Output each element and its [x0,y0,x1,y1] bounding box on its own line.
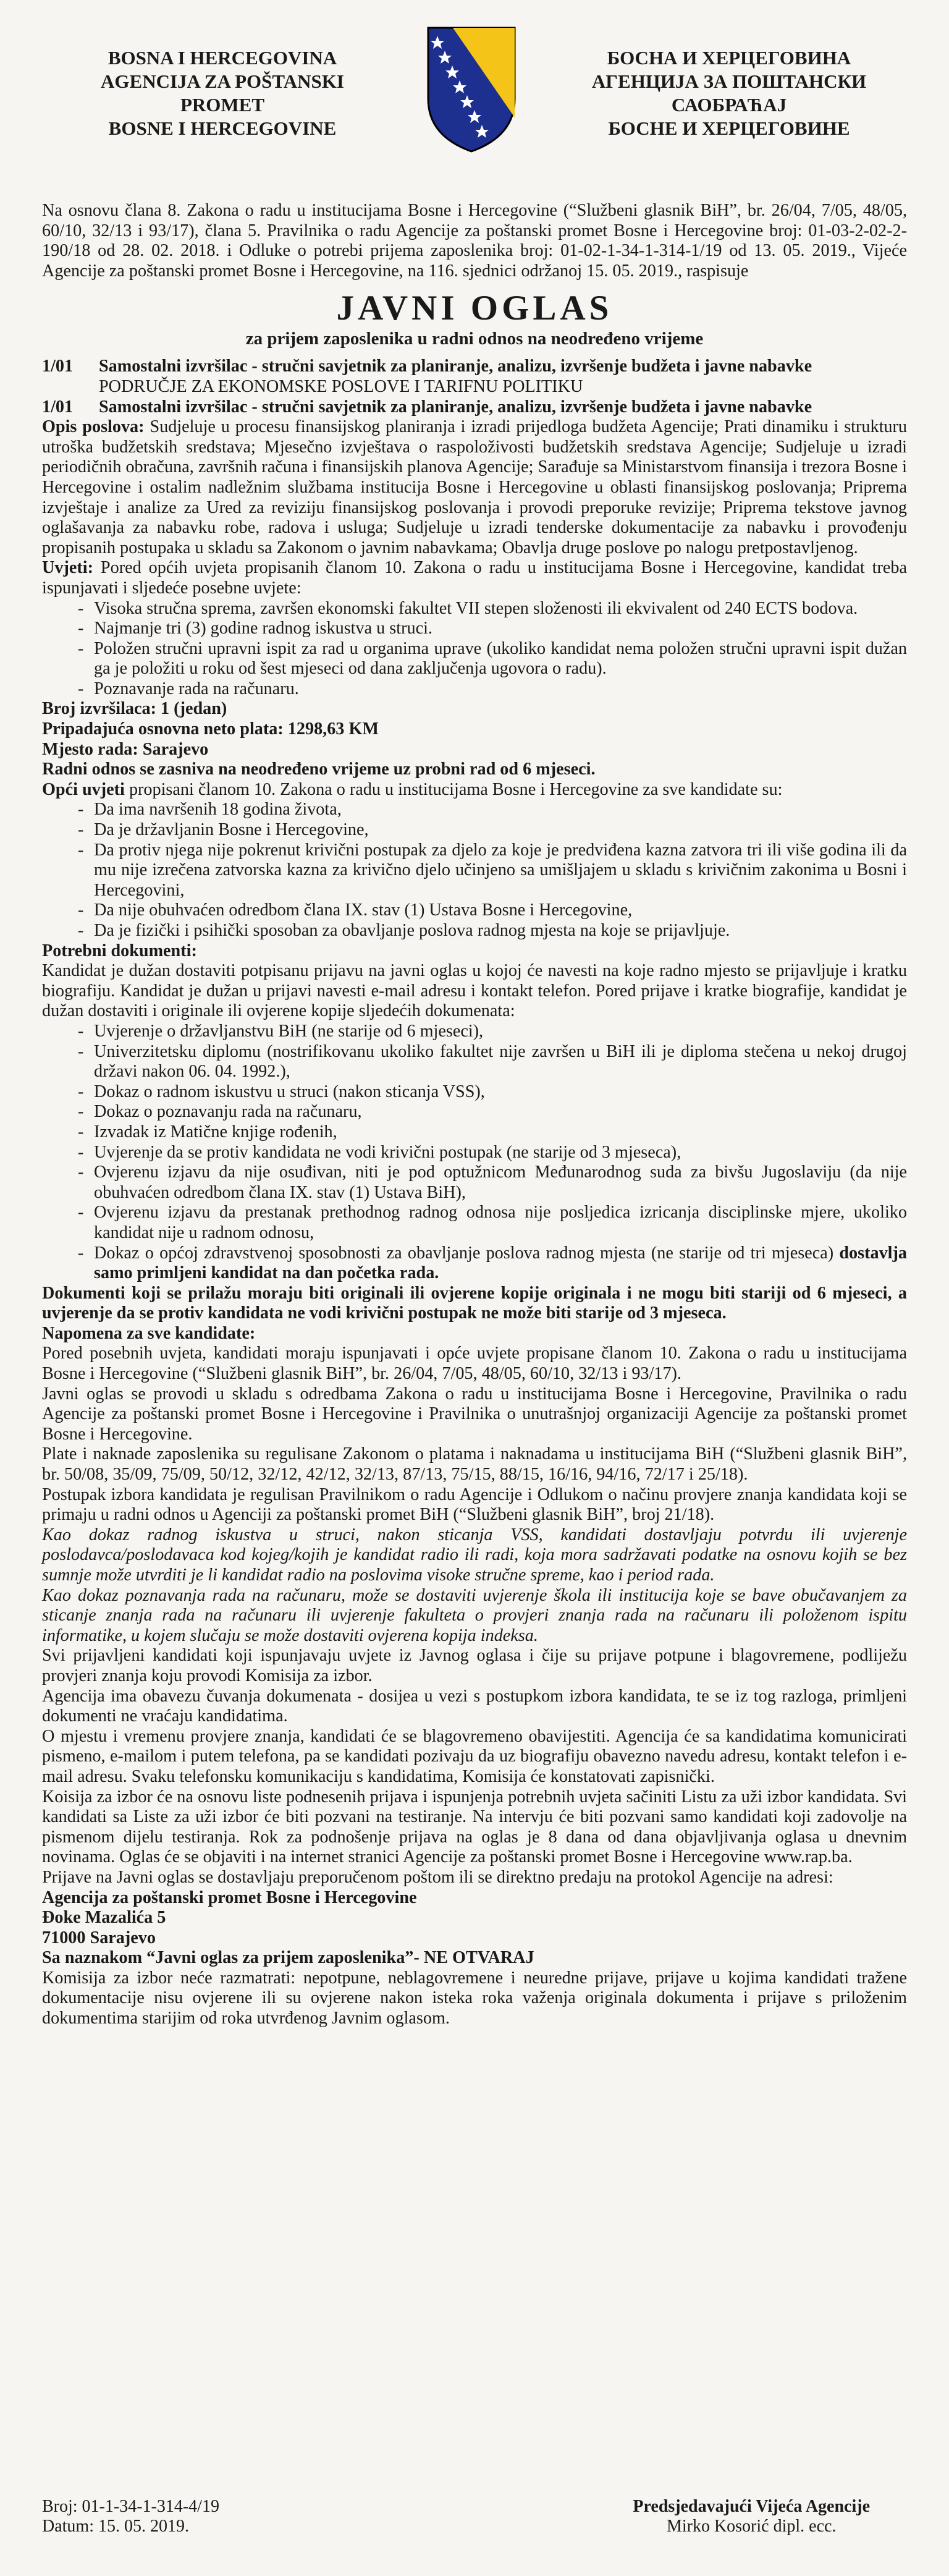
position-code: 1/01 [42,397,74,417]
position-heading [42,357,907,377]
list-item: - Dokaz o poznavanju rada na računaru, [42,1102,907,1122]
general-label: Opći uvjeti [42,779,125,799]
general-conditions-paragraph [42,780,907,800]
letterhead-cyrillic [556,46,902,140]
signer-title: Predsjedavajući Vijeća Agencije [633,2497,870,2516]
note-paragraph: Javni oglas se provodi u skladu s odredbama Zakona o radu u institucijama Bosne i Hercegovine, Pravilnika o radu Agencije za poštanski promet Bosne i Hercegovine i Pravilnika o unutrašnjoj organizaciji Agencije za poštanski promet Bosne i Hercegovine. [42,1384,907,1444]
docs-note: Dokumenti koji se prilažu moraju biti originali ili ovjerene kopije originala i ne mogu biti stariji od 6 mjeseci, a uvjerenje da se protiv kandidata ne vodi krivični postupak ne može biti starije od 3 mjeseca. [42,1283,907,1323]
intro-paragraph: Na osnovu člana 8. Zakona o radu u institucijama Bosne i Hercegovine (“Službeni glasnik BiH”, br. 26/04, 7/05, 48/05, 60/10, 32/13 i 93/17), člana 5. Pravilnika o radu Agencije za poštanski promet Bosne i Hercegovine broj: 01-03-2-02-2-190/18 od 28. 02. 2018. i Odluke o potrebi prijema zaposlenika broj: 01-02-1-34-1-314-1/19 od 13. 05. 2019., Vijeće Agencije za poštanski promet Bosne i Hercegovine, na 116. sjednici održanoj 15. 05. 2019., raspisuje [42,201,907,281]
document-title: JAVNI OGLAS [336,289,613,328]
letterhead-line: САОБРАЋАЈ [671,94,787,116]
envelope-note: Sa naznakom “Javni oglas za prijem zaposlenika”- NE OTVARAJ [42,1948,534,1968]
docs-list [42,1022,907,1284]
list-item [42,1244,907,1284]
list-item: - Da je državljanin Bosne i Hercegovine, [42,820,907,841]
special-conditions-list [42,599,907,700]
note-label: Napomena za sve kandidate: [42,1323,256,1343]
note-paragraph: Postupak izbora kandidata je regulisan Pravilnikom o radu Agencije i Odlukom o načinu provjere znanja kandidata koji se primaju u radni odnos u Agenciji za poštanski promet BiH (“Službeni glasnik BiH”, broj 21/18). [42,1485,907,1525]
list-item: - Uvjerenje o državljanstvu BiH (ne starije od 6 mjeseci), [42,1022,907,1042]
note-paragraph-italic: Kao dokaz poznavanja rada na računaru, može se dostaviti uvjerenje škola ili institucija koje se bave obučavanjem za sticanje znanja rada na računaru ili uvjerenje fakulteta o provjeri znanja rada na računaru ili položenom ispitu informatike, u kojem slučaju se može dostaviti ovjerena kopija indeksa. [42,1585,907,1645]
letterhead [0,12,949,173]
letterhead-line: АГЕНЦИЈА ЗА ПОШТАНСКИ [591,70,867,92]
work-location: Mjesto rada: Sarajevo [42,739,209,759]
list-item: - Univerzitetsku diplomu (nostrifikovanu ukoliko fakultet nije završen u BiH ili je diploma stečena u nekoj drugoj državi nakon 06. 04. 1992.), [42,1042,907,1082]
address-line: 71000 Sarajevo [42,1928,156,1947]
letterhead-line: BOSNE I HERCEGOVINE [108,117,337,139]
list-item: - Najmanje tri (3) godine radnog iskustva u struci. [42,619,907,639]
address-line: Đoke Mazalića 5 [42,1908,166,1928]
general-text: propisani članom 10. Zakona o radu u institucijama Bosne i Hercegovine za sve kandidate su: [124,779,783,799]
note-paragraph: Koisija za izbor će na osnovu liste podnesenih prijava i ispunjenja potrebnih uvjeta sačiniti Listu za uži izbor kandidata. Svi kandidati sa Liste za uži izbor će biti pozvani na testiranje. Na intervju će biti pozvani samo kandidati koji zadovolje na pismenom dijelu testiranja. Rok za podnošenje prijava na oglas je 8 dana od dana objavljivanja oglasa u dnevnim novinama. Oglas će se objaviti i na internet stranici Agencije za poštanski promet Bosne i Hercegovine www.rap.ba. [42,1787,907,1867]
list-item: - Izvadak iz Matične knjige rođenih, [42,1122,907,1143]
coat-of-arms-icon [425,25,518,155]
letterhead-line: БОСНЕ И ХЕРЦЕГОВИНЕ [608,117,850,139]
general-conditions-list [42,800,907,941]
duties-label: Opis poslova: [42,417,145,437]
reference-block [42,2497,219,2536]
duties-paragraph [42,417,907,558]
list-item: - Visoka stručna sprema, završen ekonomski fakultet VII stepen složenosti ili ekvivalent od 240 ECTS bodova. [42,599,907,619]
list-item: - Da protiv njega nije pokrenut krivični postupak za djelo za koje je predviđena kazna zatvora tri ili više godina ili da mu nije izrečena zatvorska kazna za krivično djelo učinjeno sa umišljajem u skladu s krivičnim zakonima u Bosni i Hercegovini, [42,841,907,901]
docs-label: Potrebni dokumenti: [42,941,197,960]
list-item: - Da je fizički i psihički sposoban za obavljanje poslova radnog mjesta na koje se prijavljuje. [42,921,907,941]
address [42,1888,907,1949]
reference-number: Broj: 01-1-34-1-314-4/19 [42,2497,219,2516]
note-paragraph: O mjestu i vremenu provjere znanja, kandidati će se blagovremeno obavijestiti. Agencija će sa kandidatima komunicirati pismeno, e-mailom i putem telefona, pa se kandidati pozivaju da uz biografiju obavezno navedu adresu, kontakt telefon i e-mail adresu. Svaku telefonsku komunikaciju s kandidatima, Komisija će konstatovati zapisnički. [42,1726,907,1786]
department-name: PODRUČJE ZA EKONOMSKE POSLOVE I TARIFNU POLITIKU [99,376,583,396]
signer-name: Mirko Kosorić dipl. ecc. [666,2517,837,2536]
conditions-label: Uvjeti: [42,558,93,578]
signature-block [633,2497,870,2536]
letterhead-line: AGENCIJA ZA POŠTANSKI [101,70,344,92]
salary: Pripadajuća osnovna neto plata: 1298,63 KM [42,719,379,739]
letterhead-line: БОСНА И ХЕРЦЕГОВИНА [607,47,851,69]
letterhead-line: BOSNA I HERCEGOVINA [108,47,337,69]
docs-intro: Kandidat je dužan dostaviti potpisanu prijavu na javni oglas u kojoj će navesti na koje radno mjesto se prijavljuje i kratku biografiju. Kandidat je dužan u prijavi navesti e-mail adresu i kontakt telefon. Pored prijave i kratke biografije, kandidat je dužan dostaviti i originale ili ovjerene kopije sljedećih dokumenata: [42,961,907,1021]
reference-date: Datum: 15. 05. 2019. [42,2517,189,2536]
executors-count: Broj izvršilaca: 1 (jedan) [42,699,227,719]
list-item: - Položen stručni upravni ispit za rad u organima uprave (ukoliko kandidat nema položen stručni upravni ispit dužan ga je položiti u roku od šest mjeseci od dana zaključenja ugovora o radu). [42,639,907,679]
position-heading-repeat [42,397,907,418]
note-paragraph: Prijave na Javni oglas se dostavljaju preporučenom poštom ili se direktno predaju na protokol Agencije na adresi: [42,1867,833,1887]
list-item: - Ovjerenu izjavu da prestanak prethodnog radnog odnosa nije posljedica izricanja disciplinske mjere, ukoliko kandidat nije u radnom odnosu, [42,1203,907,1243]
doc-last-bold: dostavlja samo primljeni kandidat na dan početka rada. [94,1243,907,1283]
list-item: - Poznavanje rada na računaru. [42,679,907,700]
note-paragraph: Pored posebnih uvjeta, kandidati moraju ispunjavati i opće uvjete propisane članom 10. Zakona o radu u institucijama Bosne i Hercegovine (“Službeni glasnik BiH”, br. 26/04, 7/05, 48/05, 60/10, 32/13 i 93/17). [42,1344,907,1384]
list-item: - Uvjerenje da se protiv kandidata ne vodi krivični postupak (ne starije od 3 mjeseca), [42,1143,907,1163]
doc-last-text: Dokaz o općoj zdravstvenoj sposobnosti za obavljanje poslova radnog mjesta (ne starije od tri mjeseca) [94,1243,840,1263]
letterhead-line: PROMET [180,94,265,116]
address-line: Agencija za poštanski promet Bosne i Hercegovine [42,1888,417,1907]
position-name: Samostalni izvršilac - stručni savjetnik za planiranje, analizu, izvršenje budžeta i javne nabavke [99,357,812,376]
duties-text: Sudjeluje u procesu finansijskog planiranja i izradi prijedloga budžeta Agencije; Prati dinamiku i strukturu utroška budžetskih sredstava; Mjesečno izvještava o raspoloživosti budžetskih sredstava Agencije; Sudjeluje u izradi periodičnih obračuna, završnih računa i finansijskih planova Agencije; Sarađuje sa Ministarstvom finansija i trezora Bosne i Hercegovine i ostalim nadležnim službama institucija Bosne i Hercegovine u oblasti finansijskog poslovanja; Priprema izvještaje i analize za Ured za reviziju finansijskog poslovanja i provodi preporuke revizije; Priprema tekstove javnog oglašavanja za nabavku robe, radova i usluga; Sudjeluje u izradi tenderske dokumentacije za nabavku i provođenju propisanih postupaka u skladu sa Zakonom o javnim nabavkama; Obavlja druge poslove po nalogu pretpostavljenog. [42,417,907,557]
list-item: - Da ima navršenih 18 godina života, [42,800,907,820]
position-code: 1/01 [42,357,74,376]
note-paragraph: Svi prijavljeni kandidati koji ispunjavaju uvjete iz Javnog oglasa i čije su prijave potpune i blagovremene, podliježu provjeri znanja koju provodi Komisija za izbor. [42,1646,907,1685]
list-item: - Dokaz o radnom iskustvu u struci (nakon sticanja VSS), [42,1082,907,1103]
conditions-paragraph [42,558,907,598]
letterhead-latin [49,46,395,140]
document-subtitle: za prijem zaposlenika u radni odnos na neodređeno vrijeme [245,329,704,349]
document-body [42,201,907,2029]
note-paragraph: Plate i naknade zaposlenika su regulisane Zakonom o platama i naknadama u institucijama BiH (“Službeni glasnik BiH”, br. 50/08, 35/09, 75/09, 50/12, 32/12, 42/12, 32/13, 87/13, 75/15, 88/15, 16/16, 94/16, 72/17 i 25/18). [42,1444,907,1485]
list-item: - Da nije obuhvaćen odredbom člana IX. stav (1) Ustava Bosne i Hercegovine, [42,900,907,921]
final-paragraph: Komisija za izbor neće razmatrati: nepotpune, neblagovremene i neuredne prijave, prijave u kojima kandidati tražene dokumentacije nisu ovjerene ili su ovjerene nakon isteka roka važenja originala dokumenta i prijave s priloženim dokumentima starijim od roka utvrđenog Javnim oglasom. [42,1968,907,2028]
note-paragraph: Agencija ima obavezu čuvanja dokumenata - dosijea u vezi s postupkom izbora kandidata, te se iz tog razloga, primljeni dokumenti ne vraćaju kandidatima. [42,1686,907,1726]
list-item: - Ovjerenu izjavu da nije osuđivan, niti je pod optužnicom Međunarodnog suda za bivšu Jugoslaviju (da nije obuhvaćen odredbom člana IX. stav (1) Ustava BiH), [42,1163,907,1203]
contract-type: Radni odnos se zasniva na neodređeno vrijeme uz probni rad od 6 mjeseci. [42,760,596,779]
position-name: Samostalni izvršilac - stručni savjetnik za planiranje, analizu, izvršenje budžeta i javne nabavke [99,397,812,417]
note-paragraph-italic: Kao dokaz radnog iskustva u struci, nakon sticanja VSS, kandidati dostavljaju potvrdu ili uvjerenje poslodavca/poslodavaca kod kojeg/kojih je kandidat radio ili radi, koja mora sadržavati podatke na osnovu kojih se bez sumnje može utvrditi je li kandidat radio na poslovima visoke stručne spreme, kao i period rada. [42,1525,907,1585]
conditions-text: Pored općih uvjeta propisanih članom 10. Zakona o radu u institucijama Bosne i Hercegovine, kandidat treba ispunjavati i sljedeće posebne uvjete: [42,558,907,598]
